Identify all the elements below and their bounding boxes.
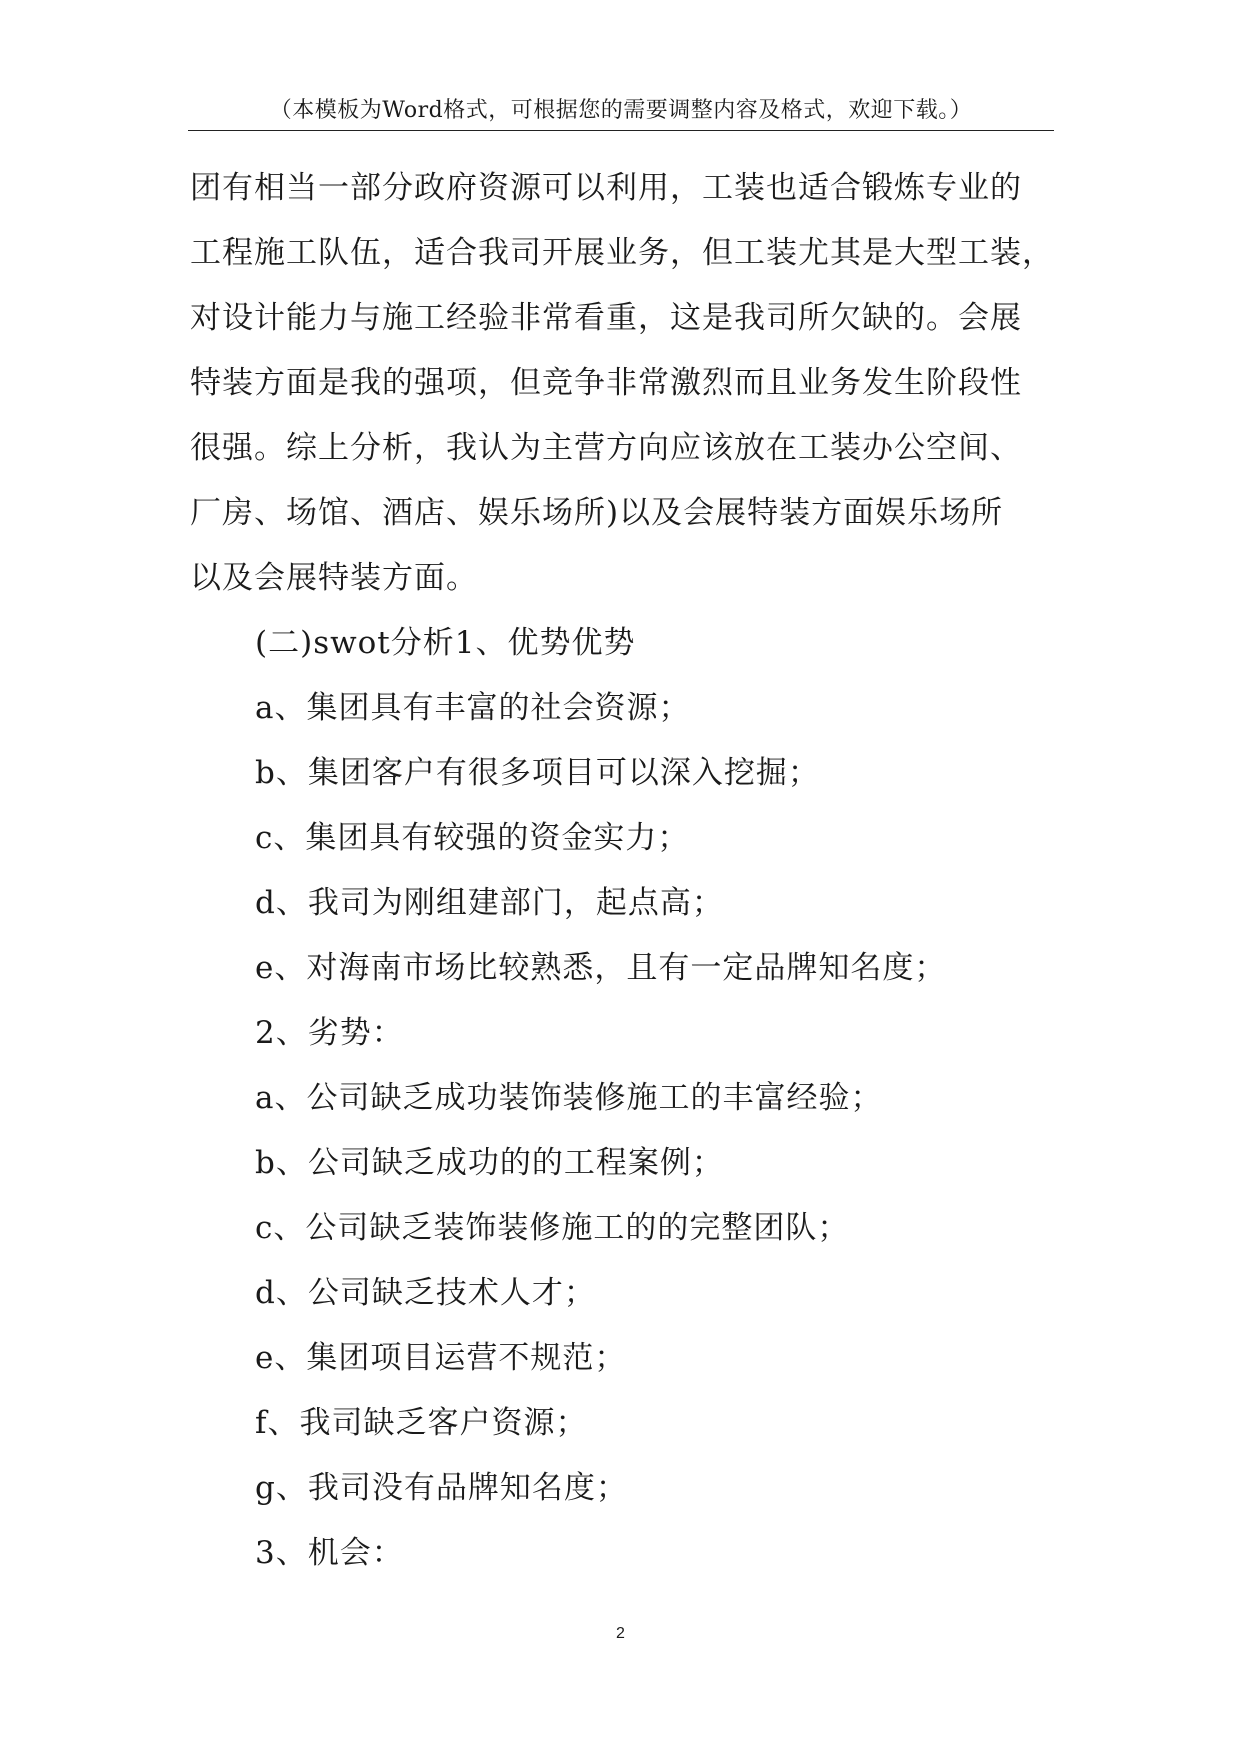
list-item: b、公司缺乏成功的的工程案例； (255, 1145, 724, 1181)
list-item: c、公司缺乏装饰装修施工的的完整团队； (255, 1210, 850, 1246)
list-item: g、我司没有品牌知名度； (255, 1470, 628, 1506)
list-item: e、对海南市场比较熟悉，且有一定品牌知名度； (255, 950, 947, 986)
list-item: e、集团项目运营不规范； (255, 1340, 627, 1376)
paragraph-line: 团有相当一部分政府资源可以利用，工装也适合锻炼专业的 (190, 170, 1022, 206)
header-divider (188, 130, 1054, 131)
section-heading-weakness: 2、劣势： (255, 1015, 404, 1051)
list-item: a、公司缺乏成功装饰装修施工的丰富经验； (255, 1080, 883, 1116)
paragraph-line: 很强。综上分析，我认为主营方向应该放在工装办公空间、 (190, 430, 1022, 466)
list-item: a、集团具有丰富的社会资源； (255, 690, 691, 726)
list-item: d、公司缺乏技术人才； (255, 1275, 596, 1311)
page-number: 2 (616, 1625, 625, 1642)
section-heading-swot: (二)swot分析1、优势优势 (255, 625, 636, 661)
section-heading-opportunity: 3、机会： (255, 1535, 404, 1571)
list-item: b、集团客户有很多项目可以深入挖掘； (255, 755, 820, 791)
paragraph-line: 工程施工队伍，适合我司开展业务，但工装尤其是大型工装， (190, 235, 1054, 271)
paragraph-line: 对设计能力与施工经验非常看重，这是我司所欠缺的。会展 (190, 300, 1022, 336)
template-header-note: （本模板为Word格式，可根据您的需要调整内容及格式，欢迎下载。） (269, 98, 973, 123)
paragraph-line: 以及会展特装方面。 (190, 560, 478, 596)
list-item: d、我司为刚组建部门，起点高； (255, 885, 724, 921)
list-item: f、我司缺乏客户资源； (255, 1405, 588, 1441)
paragraph-line: 特装方面是我的强项，但竞争非常激烈而且业务发生阶段性 (190, 365, 1022, 401)
paragraph-line: 厂房、场馆、酒店、娱乐场所)以及会展特装方面娱乐场所 (190, 495, 1004, 531)
list-item: c、集团具有较强的资金实力； (255, 820, 690, 856)
document-body (190, 156, 1070, 1586)
